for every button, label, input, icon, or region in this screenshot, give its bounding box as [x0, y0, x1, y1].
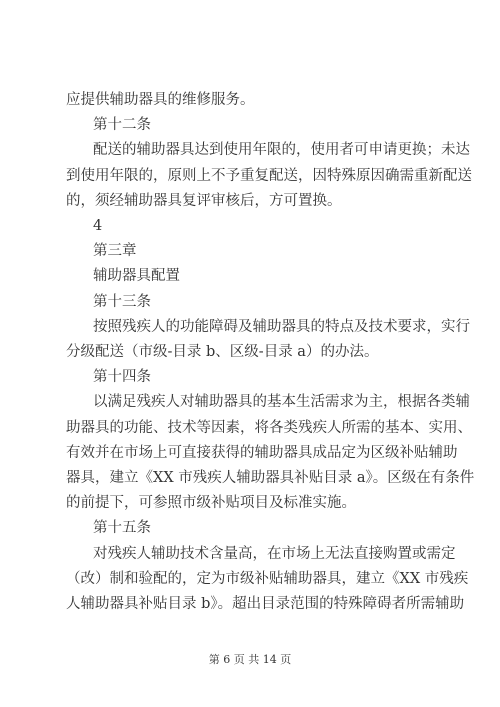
body-text-line: 器具，建立《XX 市残疾人辅助器具补贴目录 a》。区级在有条件	[66, 470, 475, 486]
body-text-line: 对残疾人辅助技术含量高，在市场上无法直接购置或需定	[93, 545, 456, 562]
article-heading: 第十四条	[93, 369, 151, 386]
article-heading: 第十三条	[93, 293, 151, 310]
body-text-line: 的前提下，可参照市级补贴项目及标准实施。	[66, 495, 356, 512]
page-number-marker: 4	[93, 218, 103, 234]
page-footer: 第 6 页 共 14 页	[208, 653, 292, 666]
body-text-line: 助器具的功能、技术等因素，将各类残疾人所需的基本、实用、	[66, 419, 472, 436]
body-text-line: 人辅助器具补贴目录 b》。超出目录范围的特殊障碍者所需辅助	[66, 596, 465, 612]
article-heading: 第十五条	[93, 520, 151, 537]
body-text-line: 到使用年限的，原则上不予重复配送，因特殊原因确需重新配送	[66, 167, 472, 184]
body-text-line: 配送的辅助器具达到使用年限的，使用者可申请更换；未达	[93, 142, 470, 159]
chapter-heading: 第三章	[93, 243, 137, 260]
article-heading: 第十二条	[93, 117, 151, 134]
body-text-line: 应提供辅助器具的维修服务。	[66, 92, 255, 108]
body-text-line: （改）制和验配的，定为市级补贴辅助器具，建立《XX 市残疾	[66, 570, 469, 587]
chapter-title: 辅助器具配置	[93, 268, 180, 285]
body-text-line: 以满足残疾人对辅助器具的基本生活需求为主，根据各类辅	[93, 394, 470, 411]
body-text-line: 的，须经辅助器具复评审核后，方可置换。	[66, 192, 342, 209]
body-text-line: 按照残疾人的功能障碍及辅助器具的特点及技术要求，实行	[93, 318, 470, 335]
body-text-line: 分级配送（市级-目录 b、区级-目录 a）的办法。	[66, 344, 379, 360]
body-text-line: 有效并在市场上可直接获得的辅助器具成品定为区级补贴辅助	[66, 444, 458, 461]
